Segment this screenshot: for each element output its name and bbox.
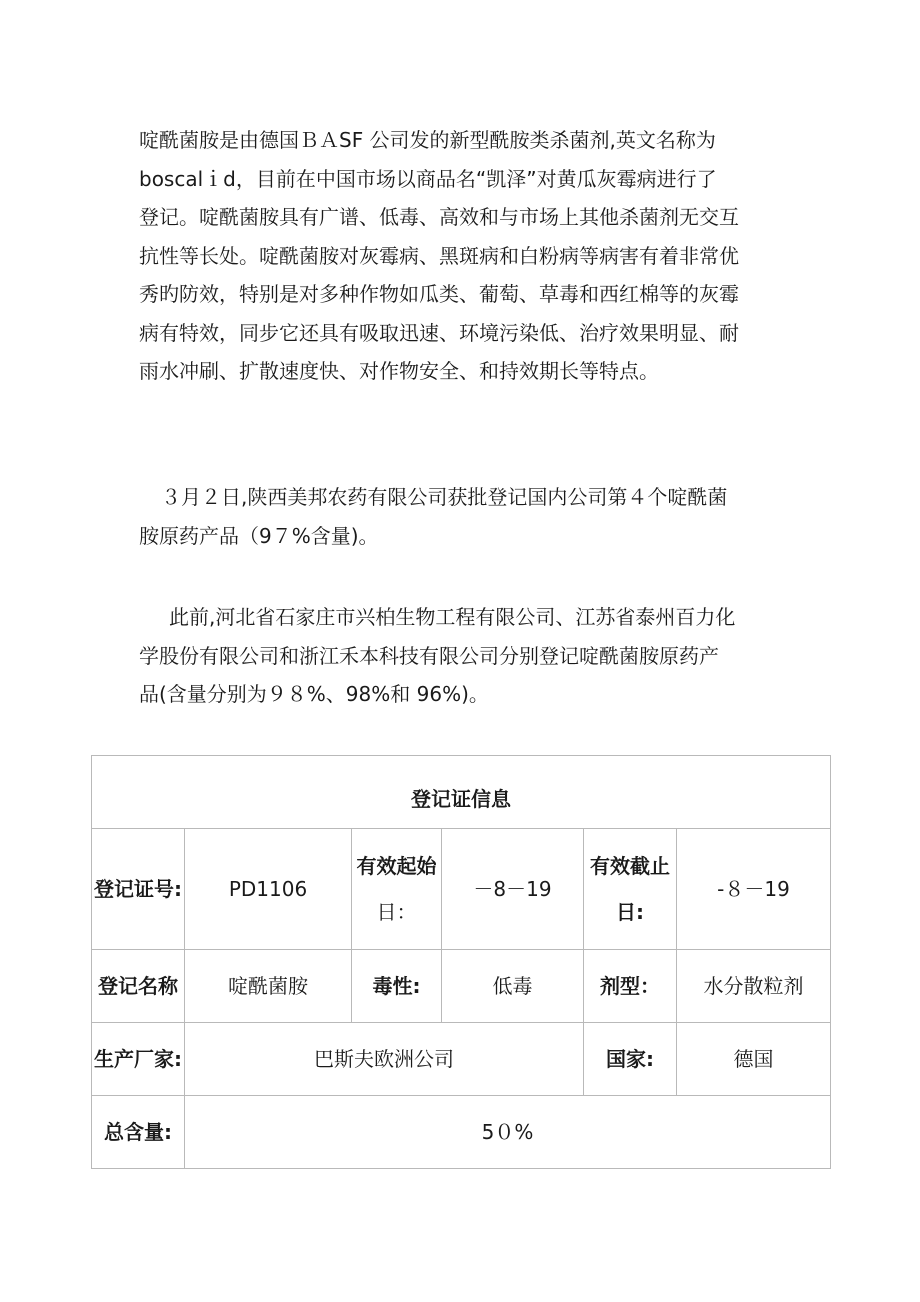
valid-start-value: －8－19 [442,829,584,950]
table-row [92,1023,831,1096]
registration-info-table [91,755,831,1169]
country-label: 国家: [584,1023,677,1096]
country-value: 德国 [677,1023,831,1096]
manufacturer-value: 巴斯夫欧洲公司 [185,1023,584,1096]
reg-no-value: PD1106 [185,829,352,950]
table-title-row [92,756,831,829]
paragraph-previous-registrations [139,598,789,714]
text-line: 学股份有限公司和浙江禾本科技有限公司分别登记啶酰菌胺原药产 [139,643,719,668]
manufacturer-label: 生产厂家: [92,1023,185,1096]
formulation-label: 剂型： [584,950,677,1023]
valid-end-label: 有效截止 [590,854,670,878]
toxicity-value: 低毒 [442,950,584,1023]
text-line: 抗性等长处。啶酰菌胺对灰霉病、黑斑病和白粉病等病害有着非常优 [139,243,739,268]
valid-end-label-suffix: 日: [616,900,644,924]
formulation-value: 水分散粒剂 [677,950,831,1023]
table-title-text: 登记证信息 [411,787,512,811]
valid-end-label-cell [584,829,677,950]
text-line: boscalｉd，目前在中国市场以商品名“凯泽”对黄瓜灰霉病进行了 [139,166,717,191]
reg-name-label: 登记名称 [92,950,185,1023]
text-line: 啶酰菌胺是由德国ＢＡSF 公司发的新型酰胺类杀菌剂,英文名称为 [139,128,716,152]
table-row [92,950,831,1023]
toxicity-label: 毒性: [352,950,442,1023]
text-line: 品(含量分别为９８%、98%和 96%)。 [139,682,489,706]
text-line: 此前,河北省石家庄市兴柏生物工程有限公司、江苏省泰州百力化 [169,605,736,629]
text-line: 秀旳防效，特别是对多种作物如瓜类、葡萄、草毒和西红棉等的灰霉 [139,282,739,306]
text-line: ３月２日,陕西美邦农药有限公司获批登记国内公司第４个啶酰菌 [161,485,728,509]
total-content-label: 总含量: [92,1096,185,1169]
reg-name-value: 啶酰菌胺 [185,950,352,1023]
valid-start-label-suffix: 日： [376,900,417,924]
table-row [92,829,831,950]
reg-no-label: 登记证号: [92,829,185,950]
paragraph-approval [139,478,789,555]
valid-start-label: 有效起始 [356,854,437,878]
text-line: 雨水冲刷、扩散速度快、对作物安全、和持效期长等特点。 [139,359,659,383]
text-line: 胺原药产品（9７%含量)。 [139,523,379,548]
paragraph-intro [139,121,789,391]
valid-start-label-cell [352,829,442,950]
text-line: 登记。啶酰菌胺具有广谱、低毒、高效和与市场上其他杀菌剂无交互 [139,205,739,229]
table-row [92,1096,831,1169]
text-line: 病有特效，同步它还具有吸取迅速、环境污染低、治疗效果明显、耐 [139,320,739,345]
valid-end-value: -８－19 [677,829,831,950]
table-title [92,756,831,829]
total-content-value: 5０% [185,1096,831,1169]
